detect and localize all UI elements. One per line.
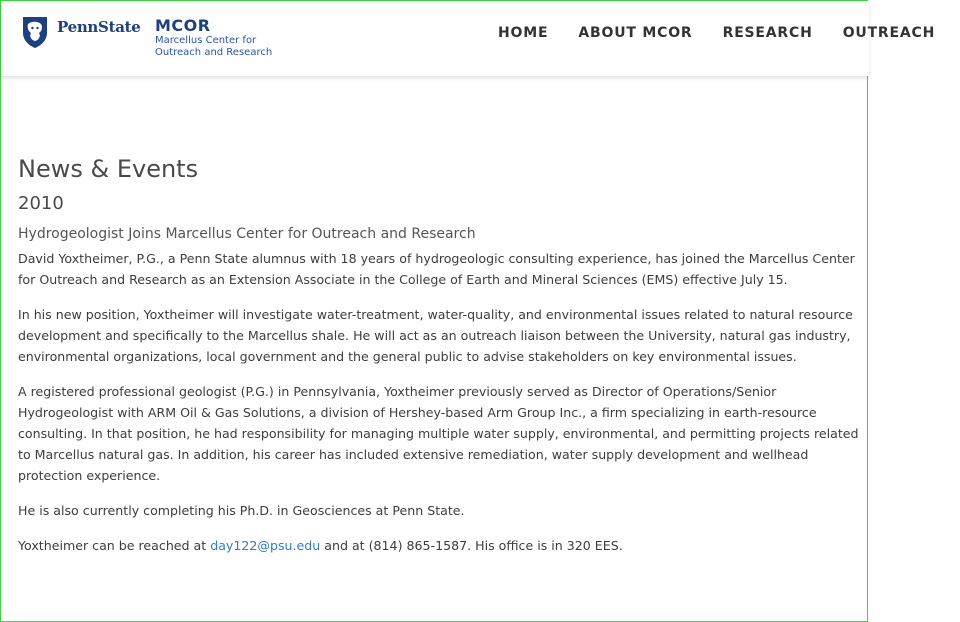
year-heading: 2010: [18, 193, 64, 214]
nav-outreach[interactable]: OUTREACH: [842, 25, 936, 41]
mcor-subtitle-line1: Marcellus Center for: [155, 35, 257, 46]
article-title: Hydrogeologist Joins Marcellus Center for Outreach and Research: [18, 226, 476, 242]
contact-paragraph: [18, 535, 860, 556]
article-body: [18, 248, 860, 556]
article-paragraph: In his new position, Yoxtheimer will investigate water-treatment, water-quality, and environmental issues related to natural resource development and specifically to the Marcellus shale. He will act as an outreach liaison between the University, natural gas industry, environmental organizations, local government and the general public to advise stakeholders on key environmental issues.: [18, 307, 853, 364]
site-header: [1, 1, 936, 76]
article-paragraph: A registered professional geologist (P.G.) in Pennsylvania, Yoxtheimer previously served as Director of Operations/Senior Hydrogeologist with ARM Oil & Gas Solutions, a division of Hershey-based Arm Group Inc., a firm specializing in earth-resource consulting. In that position, he had responsibility for managing multiple water supply, environmental, and permitting projects related to Marcellus natural gas. In addition, his career has included extensive remediation, water supply development and wellhead protection experience.: [18, 384, 859, 483]
nav-home[interactable]: HOME: [498, 25, 549, 41]
email-link[interactable]: day122@psu.edu: [210, 538, 321, 553]
article-paragraph: David Yoxtheimer, P.G., a Penn State alumnus with 18 years of hydrogeologic consulting experience, has joined the Marcellus Center for Outreach and Research as an Extension Associate in the College of Earth and Mineral Sciences (EMS) effective July 15.: [18, 251, 855, 287]
main-nav: [498, 22, 960, 41]
contact-prefix: Yoxtheimer can be reached at: [18, 538, 211, 553]
pennstate-wordmark: PennState: [57, 18, 141, 36]
page-title: News & Events: [18, 155, 199, 183]
nav-about-mcor[interactable]: ABOUT MCOR: [578, 25, 693, 41]
nav-research[interactable]: RESEARCH: [722, 25, 813, 41]
mcor-logo[interactable]: [155, 17, 272, 59]
contact-suffix: and at (814) 865-1587. His office is in 320 EES.: [320, 538, 623, 553]
mcor-subtitle-line2: Outreach and Research: [155, 47, 273, 58]
pennstate-logo[interactable]: [21, 15, 141, 49]
article-paragraph: He is also currently completing his Ph.D. in Geosciences at Penn State.: [18, 503, 465, 518]
mcor-title: MCOR: [155, 16, 211, 35]
nittany-lion-shield-icon: [21, 15, 49, 49]
main-content: [18, 153, 860, 570]
